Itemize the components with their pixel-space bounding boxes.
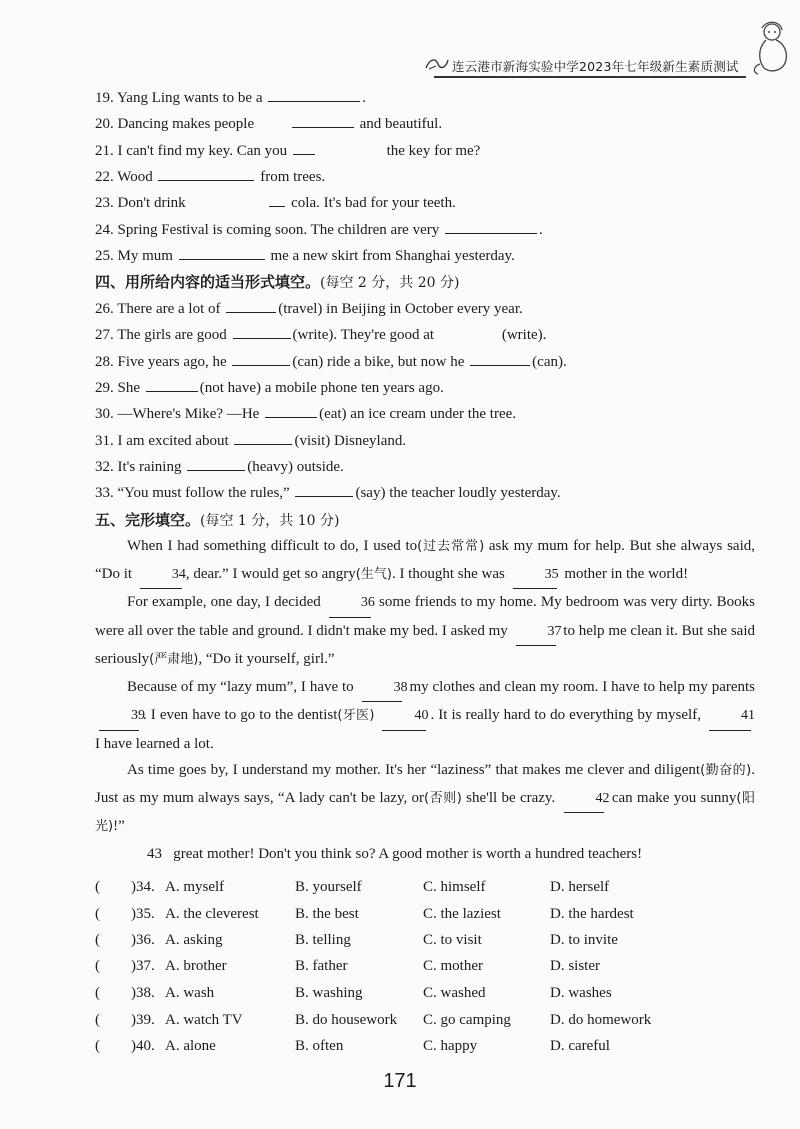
question-27: 27. The girls are good (write). They're good at (write).	[95, 324, 546, 345]
question-23: 23. Don't drink cola. It's bad for your teeth.	[95, 192, 456, 213]
cloze-blank-39[interactable]: 39	[99, 703, 139, 731]
option-b[interactable]: B. washing	[295, 985, 363, 1001]
answer-blank[interactable]	[293, 140, 315, 155]
answer-blank[interactable]	[265, 403, 317, 418]
cloze-passage	[95, 533, 755, 867]
answer-blank[interactable]	[158, 166, 254, 181]
question-24: 24. Spring Festival is coming soon. The children are very .	[95, 219, 543, 240]
option-c[interactable]: C. to visit	[423, 932, 482, 948]
section-4-heading: 四、用所给内容的适当形式填空。(每空 2 分，共 20 分)	[95, 273, 460, 291]
option-b[interactable]: B. father	[295, 958, 348, 974]
question-32: 32. It's raining (heavy) outside.	[95, 456, 344, 477]
answer-blank[interactable]	[292, 113, 354, 128]
question-26: 26. There are a lot of (travel) in Beijing in October every year.	[95, 298, 523, 319]
passage-paragraph-3: Because of my “lazy mum”, I have to 38 my clothes and clean my room. I have to help my parents 39. I even have to go to the dentist(牙医) 40 . It is really hard to do everything by myself, 41 I have learned a lot.	[95, 674, 755, 758]
option-row-35: ( )35. A. the cleverest B. the best C. the laziest D. the hardest	[95, 906, 634, 922]
option-b[interactable]: B. often	[295, 1038, 344, 1054]
option-d[interactable]: D. careful	[550, 1038, 610, 1054]
mascot-illustration-icon	[748, 20, 792, 76]
option-c[interactable]: C. himself	[423, 879, 486, 895]
option-c[interactable]: C. washed	[423, 985, 486, 1001]
answer-blank[interactable]	[440, 324, 500, 339]
answer-blank[interactable]	[269, 192, 285, 207]
option-a[interactable]: A. brother	[165, 958, 227, 974]
option-d[interactable]: D. to invite	[550, 932, 618, 948]
question-33: 33. “You must follow the rules,” (say) the teacher loudly yesterday.	[95, 482, 561, 503]
question-31: 31. I am excited about (visit) Disneyland.	[95, 430, 406, 451]
swirl-ornament-icon	[424, 56, 450, 72]
page-header	[434, 54, 746, 78]
answer-blank[interactable]	[232, 351, 290, 366]
cloze-blank-43[interactable]: 43	[147, 845, 162, 862]
option-d[interactable]: D. the hardest	[550, 906, 634, 922]
section-5-heading: 五、完形填空。(每空 1 分，共 10 分)	[95, 511, 340, 529]
question-28: 28. Five years ago, he (can) ride a bike, but now he (can).	[95, 351, 567, 372]
option-d[interactable]: D. herself	[550, 879, 610, 895]
option-b[interactable]: B. telling	[295, 932, 351, 948]
answer-blank[interactable]	[445, 219, 537, 234]
option-row-37: ( )37. A. brother B. father C. mother D. sister	[95, 958, 600, 974]
cloze-blank-34[interactable]: 34	[140, 562, 182, 590]
option-c[interactable]: C. mother	[423, 958, 483, 974]
question-20: 20. Dancing makes people and beautiful.	[95, 113, 442, 134]
question-29: 29. She (not have) a mobile phone ten years ago.	[95, 377, 444, 398]
answer-blank[interactable]	[226, 298, 276, 313]
answer-blank[interactable]	[146, 377, 198, 392]
option-d[interactable]: D. washes	[550, 985, 612, 1001]
option-a[interactable]: A. myself	[165, 879, 225, 895]
option-b[interactable]: B. do housework	[295, 1012, 398, 1028]
header-title: 连云港市新海实验中学2023年七年级新生素质测试	[452, 59, 739, 74]
option-a[interactable]: A. asking	[165, 932, 223, 948]
cloze-blank-38[interactable]: 38	[362, 675, 402, 703]
question-25: 25. My mum me a new skirt from Shanghai yesterday.	[95, 245, 515, 266]
option-d[interactable]: D. sister	[550, 958, 600, 974]
option-a[interactable]: A. wash	[165, 985, 215, 1001]
page-number: 171	[383, 1070, 417, 1092]
question-30: 30. —Where's Mike? —He (eat) an ice cream under the tree.	[95, 403, 516, 424]
answer-blank[interactable]	[179, 245, 265, 260]
option-row-39: ( )39. A. watch TV B. do housework C. go camping D. do homework	[95, 1012, 652, 1028]
option-a[interactable]: A. the cleverest	[165, 906, 259, 922]
option-row-34: ( )34. A. myself B. yourself C. himself D. herself	[95, 879, 610, 895]
answer-blank[interactable]	[234, 430, 292, 445]
cloze-blank-40[interactable]: 40	[382, 703, 426, 731]
option-b[interactable]: B. yourself	[295, 879, 362, 895]
option-c[interactable]: C. go camping	[423, 1012, 511, 1028]
question-22: 22. Wood from trees.	[95, 166, 325, 187]
answer-blank[interactable]	[233, 324, 291, 339]
passage-paragraph-5: 43 great mother! Don't you think so? A good mother is worth a hundred teachers!	[147, 845, 643, 862]
option-a[interactable]: A. watch TV	[165, 1012, 243, 1028]
cloze-blank-35[interactable]: 35	[513, 562, 557, 590]
answer-blank[interactable]	[268, 87, 360, 102]
option-row-38: ( )38. A. wash B. washing C. washed D. washes	[95, 985, 612, 1001]
cloze-blank-36[interactable]: 36	[329, 590, 371, 618]
option-b[interactable]: B. the best	[295, 906, 359, 922]
passage-paragraph-4: As time goes by, I understand my mother. It's her “laziness” that makes me clever and diligent(勤奋的). Just as my mum always says, “A lady can't be lazy, or(否则) she'll be crazy. 42 can make you sunny(阳光)!”	[95, 762, 756, 834]
answer-blank[interactable]	[295, 482, 353, 497]
cloze-blank-42[interactable]: 42	[564, 786, 604, 814]
question-19: 19. Yang Ling wants to be a .	[95, 87, 366, 108]
question-21: 21. I can't find my key. Can you the key for me?	[95, 140, 480, 161]
option-a[interactable]: A. alone	[165, 1038, 216, 1054]
option-d[interactable]: D. do homework	[550, 1012, 652, 1028]
answer-blank[interactable]	[187, 456, 245, 471]
option-row-40: ( )40. A. alone B. often C. happy D. careful	[95, 1038, 610, 1054]
answer-blank[interactable]	[470, 351, 530, 366]
passage-paragraph-1: When I had something difficult to do, I used to(过去常常) ask my mum for help. But she always said, “Do it 34, dear.” I would get so angry(生气). I thought she was 35 mother in the world!	[95, 533, 755, 589]
option-c[interactable]: C. the laziest	[423, 906, 501, 922]
cloze-blank-37[interactable]: 37	[516, 619, 556, 647]
cloze-blank-41[interactable]: 41	[709, 703, 751, 731]
passage-paragraph-2: For example, one day, I decided 36 some friends to my home. My bedroom was very dirty. Books were all over the table and ground. I didn't make my bed. I asked my 37 to help me clean it. But she said seriously(严肃地), “Do it yourself, girl.”	[95, 589, 755, 674]
option-row-36: ( )36. A. asking B. telling C. to visit D. to invite	[95, 932, 618, 948]
option-c[interactable]: C. happy	[423, 1038, 478, 1054]
